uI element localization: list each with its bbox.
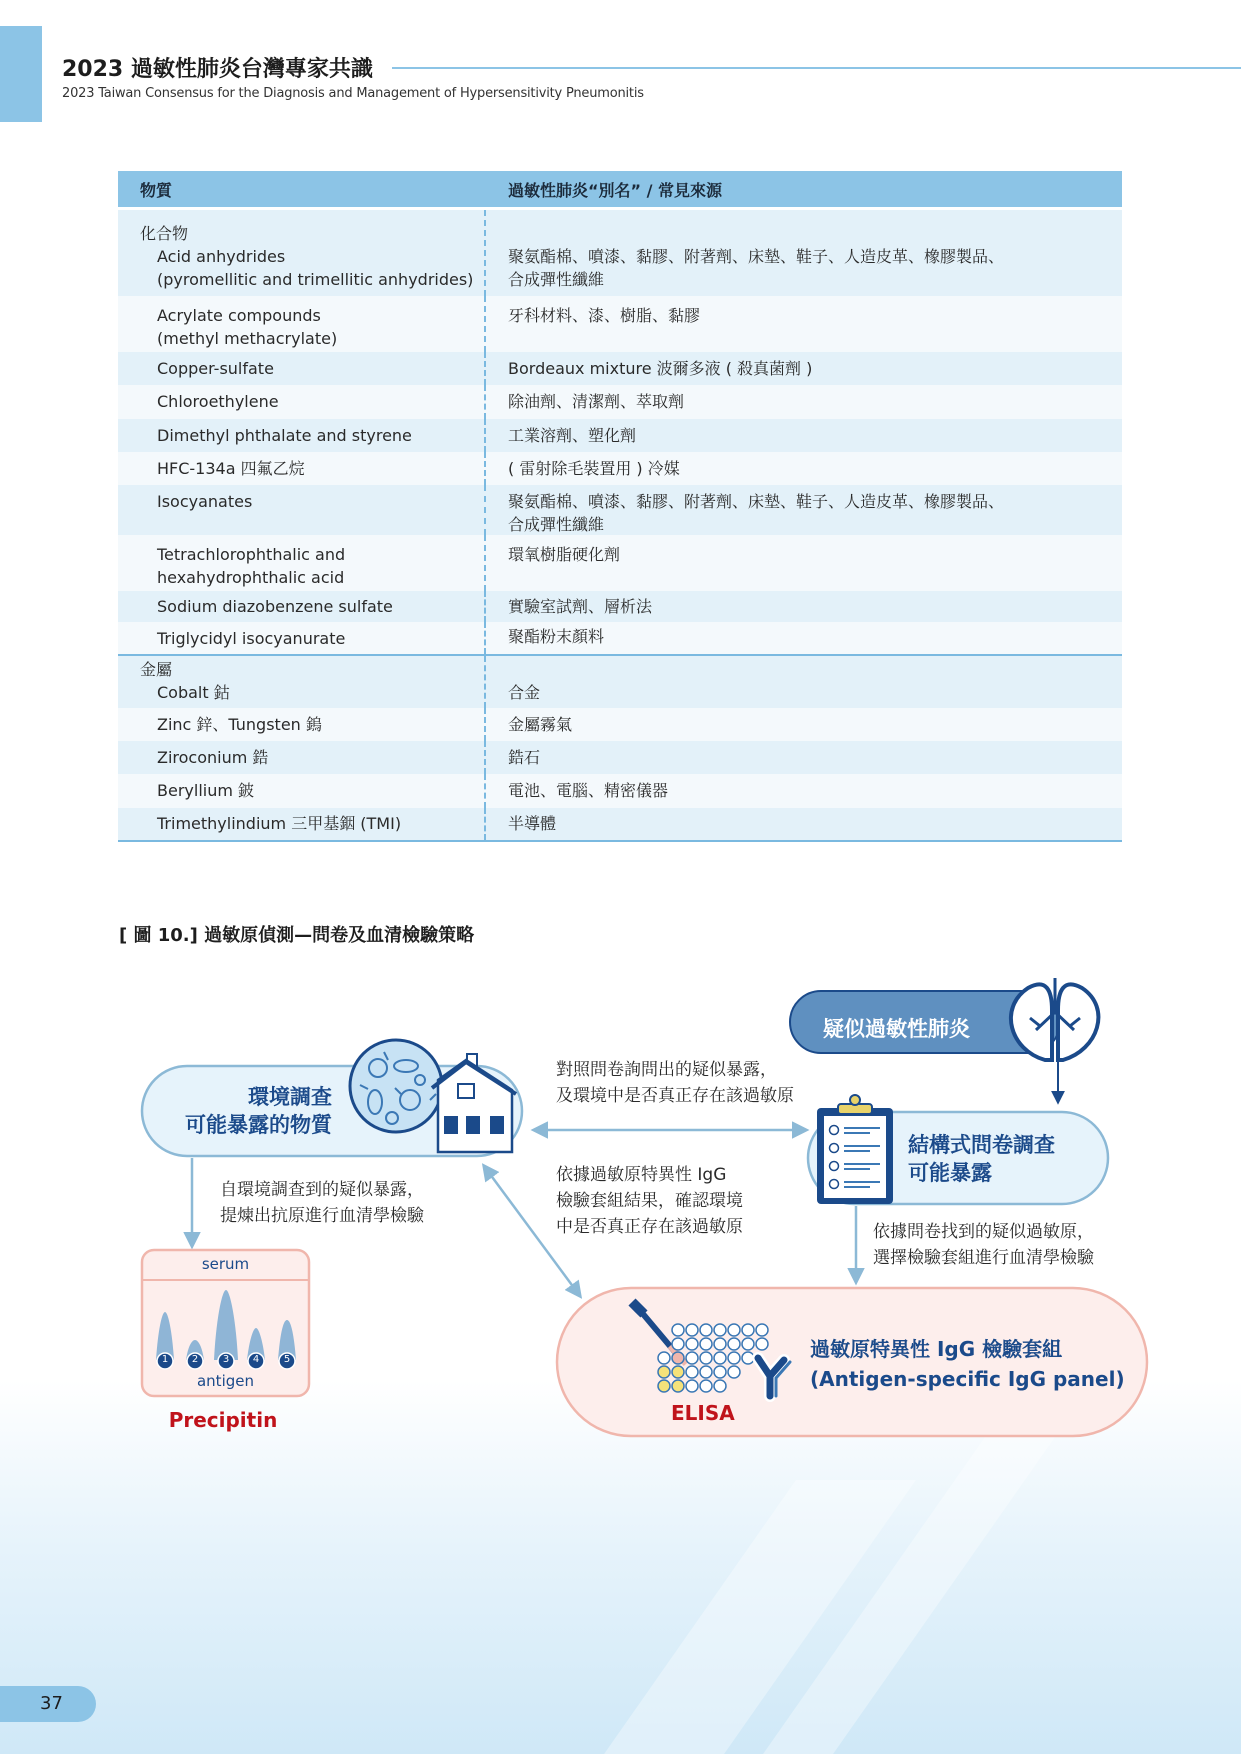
env-survey-line1: 環境調查 (248, 1085, 332, 1109)
source-cell: Bordeaux mixture 波爾多液 ( 殺真菌劑 ) (508, 359, 813, 378)
antigen-number: 1 (161, 1354, 169, 1365)
igg-note-line2: 檢驗套組結果，確認環境 (556, 1191, 743, 1211)
igg-panel-label (810, 1334, 1125, 1394)
questionnaire-line1: 結構式問卷調查 (908, 1133, 1055, 1157)
substance-cell: Acid anhydrides (157, 247, 286, 266)
substance-cell: Trimethylindium 三甲基銦 (TMI) (157, 814, 402, 833)
source-cell: ( 雷射除毛裝置用 ) 冷媒 (508, 459, 680, 478)
source-cell: 電池、電腦、精密儀器 (508, 781, 669, 800)
substance-cell: (methyl methacrylate) (157, 329, 338, 348)
source-cell: 聚氨酯棉、噴漆、黏膠、附著劑、床墊、鞋子、人造皮革、橡膠製品、 (508, 492, 1005, 511)
select-note-line1: 依據問卷找到的疑似過敏原， (873, 1222, 1094, 1242)
substance-cell: (pyromellitic and trimellitic anhydrides) (157, 270, 474, 289)
elisa-label: ELISA (671, 1401, 735, 1425)
substance-cell: HFC-134a 四氟乙烷 (157, 459, 305, 478)
antigen-number: 4 (252, 1354, 260, 1365)
substance-cell: Triglycidyl isocyanurate (157, 629, 346, 648)
compare-note (556, 1057, 794, 1109)
document-title: 2023 過敏性肺炎台灣專家共識 (62, 57, 373, 82)
source-cell: 實驗室試劑、層析法 (508, 597, 653, 616)
igg-note (556, 1162, 743, 1240)
extract-note-line2: 提煉出抗原進行血清學檢驗 (220, 1206, 424, 1226)
substance-cell: Dimethyl phthalate and styrene (157, 426, 412, 445)
igg-note-line3: 中是否真正存在該過敏原 (556, 1217, 743, 1237)
env-survey-line2: 可能暴露的物質 (185, 1113, 332, 1137)
antigen-number: 5 (283, 1354, 291, 1365)
group-label-metals: 金屬 (140, 660, 173, 679)
substance-cell: Zinc 鋅、Tungsten 鎢 (157, 715, 322, 734)
substance-cell: Chloroethylene (157, 392, 279, 411)
compare-note-line1: 對照問卷詢問出的疑似暴露， (556, 1060, 777, 1080)
compare-note-line2: 及環境中是否真正存在該過敏原 (556, 1086, 794, 1106)
env-survey-label (142, 1083, 332, 1139)
substance-cell: Cobalt 鈷 (157, 683, 230, 702)
substance-cell: hexahydrophthalic acid (157, 568, 345, 587)
source-cell: 合成彈性纖維 (508, 270, 605, 289)
source-cell: 除油劑、清潔劑、萃取劑 (508, 392, 685, 411)
group-label-chemicals: 化合物 (140, 224, 189, 243)
source-cell: 工業溶劑、塑化劑 (508, 426, 637, 445)
questionnaire-line2: 可能暴露 (908, 1161, 992, 1185)
substance-cell: Sodium diazobenzene sulfate (157, 597, 393, 616)
page-number: 37 (0, 1686, 96, 1722)
igg-panel-line1: 過敏原特異性 IgG 檢驗套組 (810, 1337, 1063, 1361)
igg-note-line1: 依據過敏原特異性 IgG (556, 1165, 727, 1185)
select-note (873, 1219, 1094, 1271)
source-cell: 合成彈性纖維 (508, 515, 605, 534)
source-cell: 牙科材料、漆、樹脂、黏膠 (508, 306, 701, 325)
substance-cell: Copper-sulfate (157, 359, 274, 378)
questionnaire-label (908, 1131, 1055, 1187)
substance-cell: Ziroconium 鋯 (157, 748, 269, 767)
microbe-icon (350, 1040, 442, 1132)
extract-note (220, 1177, 424, 1229)
precipitin-label: Precipitin (168, 1408, 278, 1432)
header-source: 過敏性肺炎“別名” / 常見來源 (508, 180, 723, 200)
serum-label: serum (201, 1255, 250, 1273)
antigen-label: antigen (196, 1372, 254, 1390)
clipboard-icon (817, 1095, 893, 1204)
source-cell: 合金 (508, 683, 541, 702)
source-cell: 聚酯粉末顏料 (508, 627, 605, 646)
source-cell: 金屬霧氣 (508, 715, 573, 734)
suspect-hp-label: 疑似過敏性肺炎 (823, 1017, 970, 1041)
header-substance: 物質 (140, 180, 173, 200)
source-cell: 聚氨酯棉、噴漆、黏膠、附著劑、床墊、鞋子、人造皮革、橡膠製品、 (508, 247, 1005, 266)
antigen-number: 3 (222, 1354, 230, 1365)
extract-note-line1: 自環境調查到的疑似暴露， (220, 1180, 424, 1200)
substance-cell: Beryllium 鈹 (157, 781, 255, 800)
substance-cell: Acrylate compounds (157, 306, 321, 325)
substance-cell: Isocyanates (157, 492, 253, 511)
select-note-line2: 選擇檢驗套組進行血清學檢驗 (873, 1248, 1094, 1268)
source-cell: 鋯石 (508, 748, 541, 767)
source-cell: 半導體 (508, 814, 557, 833)
substance-cell: Tetrachlorophthalic and (157, 545, 346, 564)
figure-title: [ 圖 10.] 過敏原偵測—問卷及血清檢驗策略 (119, 925, 475, 946)
igg-panel-line2: (Antigen-specific IgG panel) (810, 1367, 1125, 1391)
document-subtitle: 2023 Taiwan Consensus for the Diagnosis and Management of Hypersensitivity Pneumonitis (62, 86, 644, 101)
antigen-number: 2 (191, 1354, 199, 1365)
source-cell: 環氧樹脂硬化劑 (508, 545, 621, 564)
